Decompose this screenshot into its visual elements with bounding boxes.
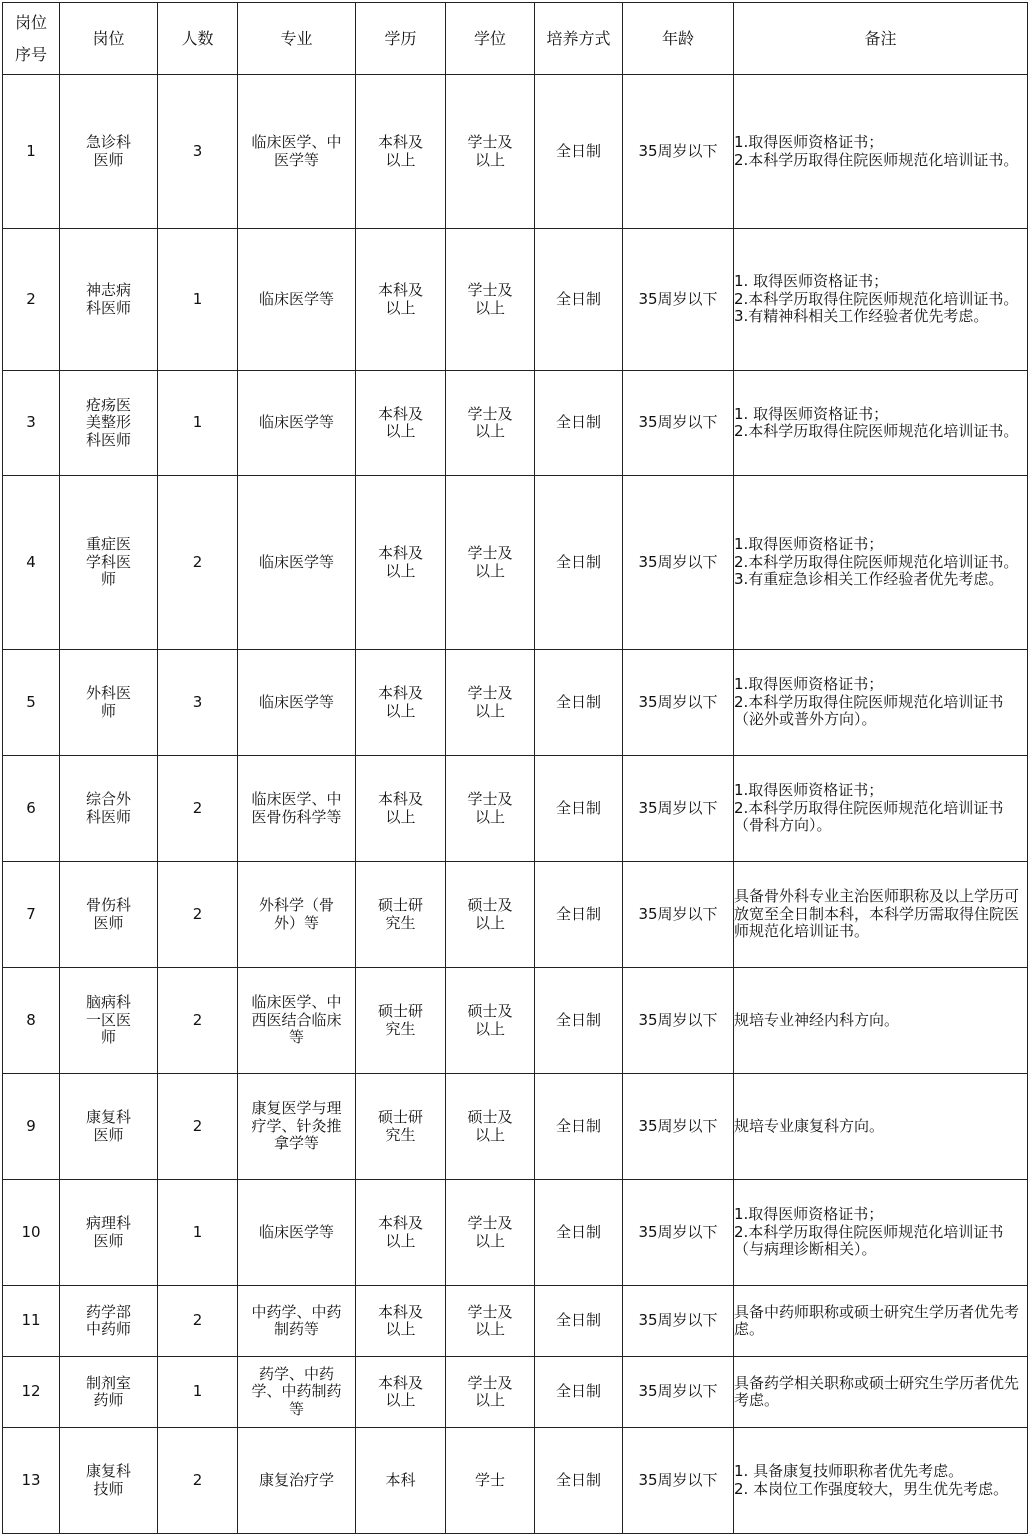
row-count: 3 bbox=[158, 75, 238, 229]
table-row bbox=[3, 1180, 1028, 1286]
row-degree: 学士及以上 bbox=[446, 1180, 535, 1286]
row-degree: 学士及以上 bbox=[446, 75, 535, 229]
remark-line: 1.取得医师资格证书； bbox=[734, 1205, 884, 1224]
row-age: 35周岁以下 bbox=[623, 229, 734, 371]
table-row bbox=[3, 229, 1028, 371]
row-age: 35周岁以下 bbox=[623, 1180, 734, 1286]
row-position: 药学部中药师 bbox=[60, 1286, 158, 1357]
row-age: 35周岁以下 bbox=[623, 862, 734, 968]
row-position: 脑病科一区医师 bbox=[60, 968, 158, 1074]
remark-line: 具备中药师职称或硕士研究生学历者优先考虑。 bbox=[734, 1302, 1020, 1338]
row-position: 外科医师 bbox=[60, 650, 158, 756]
row-position: 制剂室药师 bbox=[60, 1357, 158, 1428]
row-count: 2 bbox=[158, 1074, 238, 1180]
row-count: 2 bbox=[158, 1428, 238, 1534]
row-seq: 7 bbox=[3, 862, 60, 968]
row-age: 35周岁以下 bbox=[623, 1074, 734, 1180]
row-major: 康复治疗学 bbox=[238, 1428, 356, 1534]
row-major: 临床医学等 bbox=[238, 476, 356, 650]
row-degree: 学士及以上 bbox=[446, 476, 535, 650]
row-position: 骨伤科医师 bbox=[60, 862, 158, 968]
row-count: 1 bbox=[158, 1180, 238, 1286]
row-training: 全日制 bbox=[535, 650, 623, 756]
table-row bbox=[3, 371, 1028, 476]
row-remarks bbox=[734, 756, 1028, 862]
row-degree: 学士及以上 bbox=[446, 756, 535, 862]
row-education: 本科 bbox=[356, 1428, 446, 1534]
row-major: 临床医学等 bbox=[238, 371, 356, 476]
remark-line: 1. 取得医师资格证书； bbox=[734, 404, 889, 423]
row-seq: 11 bbox=[3, 1286, 60, 1357]
table-body bbox=[3, 75, 1028, 1534]
row-degree: 学士及以上 bbox=[446, 1286, 535, 1357]
row-education: 本科及以上 bbox=[356, 1180, 446, 1286]
row-seq: 2 bbox=[3, 229, 60, 371]
row-education: 硕士研究生 bbox=[356, 862, 446, 968]
header-position: 岗位 bbox=[60, 3, 158, 75]
table-row bbox=[3, 1286, 1028, 1357]
row-major: 临床医学等 bbox=[238, 229, 356, 371]
table-row bbox=[3, 1074, 1028, 1180]
header-count: 人数 bbox=[158, 3, 238, 75]
row-major: 临床医学、中西医结合临床等 bbox=[238, 968, 356, 1074]
row-position: 疮疡医美整形科医师 bbox=[60, 371, 158, 476]
row-training: 全日制 bbox=[535, 229, 623, 371]
remark-line: 1. 具备康复技师职称者优先考虑。 bbox=[734, 1462, 964, 1480]
row-age: 35周岁以下 bbox=[623, 1357, 734, 1428]
header-seq: 岗位 序号 bbox=[3, 3, 60, 75]
row-seq: 12 bbox=[3, 1357, 60, 1428]
row-remarks bbox=[734, 1286, 1028, 1357]
row-position: 综合外科医师 bbox=[60, 756, 158, 862]
remark-line: 2.本科学历取得住院医师规范化培训证书。 bbox=[734, 289, 1019, 308]
row-count: 1 bbox=[158, 229, 238, 371]
row-degree: 学士 bbox=[446, 1428, 535, 1534]
row-major: 临床医学、中医骨伤科学等 bbox=[238, 756, 356, 862]
remark-line: 2.本科学历取得住院医师规范化培训证书。 bbox=[734, 422, 1019, 440]
row-age: 35周岁以下 bbox=[623, 968, 734, 1074]
row-degree: 硕士及以上 bbox=[446, 862, 535, 968]
header-remarks: 备注 bbox=[734, 3, 1028, 75]
row-degree: 硕士及以上 bbox=[446, 968, 535, 1074]
row-remarks bbox=[734, 229, 1028, 371]
row-seq: 1 bbox=[3, 75, 60, 229]
header-training: 培养方式 bbox=[535, 3, 623, 75]
row-age: 35周岁以下 bbox=[623, 1428, 734, 1534]
remark-line: 2.本科学历取得住院医师规范化培训证书。 bbox=[734, 150, 1019, 169]
table-row bbox=[3, 968, 1028, 1074]
row-position: 病理科医师 bbox=[60, 1180, 158, 1286]
row-training: 全日制 bbox=[535, 1428, 623, 1534]
remark-line: 3.有重症急诊相关工作经验者优先考虑。 bbox=[734, 570, 1004, 589]
header-age: 年龄 bbox=[623, 3, 734, 75]
row-remarks bbox=[734, 371, 1028, 476]
header-major: 专业 bbox=[238, 3, 356, 75]
row-seq: 3 bbox=[3, 371, 60, 476]
remark-line: 2.本科学历取得住院医师规范化培训证书（骨科方向）。 bbox=[734, 798, 1004, 835]
row-age: 35周岁以下 bbox=[623, 75, 734, 229]
row-age: 35周岁以下 bbox=[623, 650, 734, 756]
row-major: 外科学（骨外）等 bbox=[238, 862, 356, 968]
row-education: 本科及以上 bbox=[356, 1357, 446, 1428]
row-seq: 13 bbox=[3, 1428, 60, 1534]
row-position: 重症医学科医师 bbox=[60, 476, 158, 650]
row-major: 临床医学等 bbox=[238, 1180, 356, 1286]
row-degree: 学士及以上 bbox=[446, 650, 535, 756]
table-row bbox=[3, 862, 1028, 968]
remark-line: 规培专业康复科方向。 bbox=[734, 1116, 885, 1135]
row-position: 康复科医师 bbox=[60, 1074, 158, 1180]
row-count: 2 bbox=[158, 476, 238, 650]
table-row bbox=[3, 650, 1028, 756]
row-position: 神志病科医师 bbox=[60, 229, 158, 371]
row-age: 35周岁以下 bbox=[623, 371, 734, 476]
row-major: 临床医学、中医学等 bbox=[238, 75, 356, 229]
row-remarks bbox=[734, 1074, 1028, 1180]
table-row bbox=[3, 75, 1028, 229]
row-seq: 5 bbox=[3, 650, 60, 756]
row-age: 35周岁以下 bbox=[623, 756, 734, 862]
remark-line: 1. 取得医师资格证书； bbox=[734, 272, 889, 291]
remark-line: 2.本科学历取得住院医师规范化培训证书。 bbox=[734, 552, 1019, 571]
row-age: 35周岁以下 bbox=[623, 1286, 734, 1357]
row-seq: 6 bbox=[3, 756, 60, 862]
row-degree: 学士及以上 bbox=[446, 229, 535, 371]
row-remarks bbox=[734, 476, 1028, 650]
row-remarks bbox=[734, 862, 1028, 968]
row-degree: 学士及以上 bbox=[446, 371, 535, 476]
row-count: 2 bbox=[158, 1286, 238, 1357]
row-degree: 学士及以上 bbox=[446, 1357, 535, 1428]
remark-line: 具备骨外科专业主治医师职称及以上学历可放宽至全日制本科，本科学历需取得住院医师规范化培训证书。 bbox=[734, 887, 1020, 941]
row-remarks bbox=[734, 968, 1028, 1074]
remark-line: 1.取得医师资格证书； bbox=[734, 535, 884, 554]
row-training: 全日制 bbox=[535, 756, 623, 862]
row-count: 2 bbox=[158, 756, 238, 862]
row-count: 3 bbox=[158, 650, 238, 756]
row-training: 全日制 bbox=[535, 862, 623, 968]
row-remarks bbox=[734, 650, 1028, 756]
remark-line: 2.本科学历取得住院医师规范化培训证书（泌外或普外方向）。 bbox=[734, 692, 1004, 729]
row-education: 本科及以上 bbox=[356, 476, 446, 650]
row-training: 全日制 bbox=[535, 968, 623, 1074]
row-age: 35周岁以下 bbox=[623, 476, 734, 650]
row-education: 本科及以上 bbox=[356, 371, 446, 476]
table-row bbox=[3, 476, 1028, 650]
header-education: 学历 bbox=[356, 3, 446, 75]
row-seq: 4 bbox=[3, 476, 60, 650]
row-remarks bbox=[734, 75, 1028, 229]
row-seq: 8 bbox=[3, 968, 60, 1074]
row-training: 全日制 bbox=[535, 1074, 623, 1180]
table-row bbox=[3, 1428, 1028, 1534]
remark-line: 1.取得医师资格证书； bbox=[734, 675, 884, 694]
row-position: 康复科技师 bbox=[60, 1428, 158, 1534]
row-count: 1 bbox=[158, 371, 238, 476]
row-training: 全日制 bbox=[535, 75, 623, 229]
row-major: 中药学、中药制药等 bbox=[238, 1286, 356, 1357]
row-education: 本科及以上 bbox=[356, 650, 446, 756]
recruitment-table bbox=[2, 2, 1028, 1534]
row-education: 本科及以上 bbox=[356, 756, 446, 862]
row-education: 本科及以上 bbox=[356, 1286, 446, 1357]
remark-line: 3.有精神科相关工作经验者优先考虑。 bbox=[734, 307, 989, 326]
remark-line: 具备药学相关职称或硕士研究生学历者优先考虑。 bbox=[734, 1373, 1020, 1409]
row-degree: 硕士及以上 bbox=[446, 1074, 535, 1180]
row-count: 2 bbox=[158, 862, 238, 968]
table-row bbox=[3, 1357, 1028, 1428]
header-row bbox=[3, 3, 1028, 75]
row-training: 全日制 bbox=[535, 1180, 623, 1286]
row-training: 全日制 bbox=[535, 1286, 623, 1357]
row-count: 1 bbox=[158, 1357, 238, 1428]
row-remarks bbox=[734, 1180, 1028, 1286]
header-degree: 学位 bbox=[446, 3, 535, 75]
row-seq: 10 bbox=[3, 1180, 60, 1286]
row-training: 全日制 bbox=[535, 371, 623, 476]
row-education: 硕士研究生 bbox=[356, 968, 446, 1074]
row-training: 全日制 bbox=[535, 476, 623, 650]
row-seq: 9 bbox=[3, 1074, 60, 1180]
row-remarks bbox=[734, 1357, 1028, 1428]
remark-line: 2.本科学历取得住院医师规范化培训证书（与病理诊断相关）。 bbox=[734, 1222, 1004, 1259]
row-remarks bbox=[734, 1428, 1028, 1534]
row-education: 硕士研究生 bbox=[356, 1074, 446, 1180]
row-education: 本科及以上 bbox=[356, 75, 446, 229]
row-position: 急诊科医师 bbox=[60, 75, 158, 229]
row-education: 本科及以上 bbox=[356, 229, 446, 371]
row-major: 药学、中药学、中药制药等 bbox=[238, 1357, 356, 1428]
row-major: 临床医学等 bbox=[238, 650, 356, 756]
remark-line: 规培专业神经内科方向。 bbox=[734, 1010, 900, 1029]
row-count: 2 bbox=[158, 968, 238, 1074]
remark-line: 1.取得医师资格证书； bbox=[734, 133, 884, 151]
remark-line: 2. 本岗位工作强度较大，男生优先考虑。 bbox=[734, 1479, 1009, 1498]
remark-line: 1.取得医师资格证书； bbox=[734, 781, 884, 800]
row-major: 康复医学与理疗学、针灸推拿学等 bbox=[238, 1074, 356, 1180]
table-row bbox=[3, 756, 1028, 862]
row-training: 全日制 bbox=[535, 1357, 623, 1428]
